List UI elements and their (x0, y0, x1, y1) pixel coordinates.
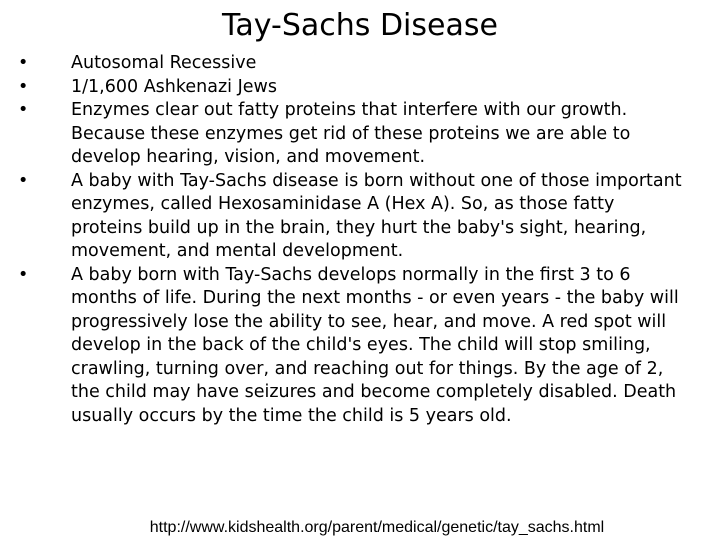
slide-title: Tay-Sachs Disease (222, 8, 498, 43)
bullet-item (18, 52, 686, 76)
bullet-marker: • (18, 170, 29, 191)
bullet-list (18, 52, 686, 428)
bullet-item (18, 264, 686, 429)
bullet-marker: • (18, 100, 29, 120)
bullet-text: Enzymes clear out fatty proteins that interfere with our growth. Because these enzymes get rid of these proteins we are able to develop hearing, vision, and movement. (71, 100, 631, 167)
bullet-text: A baby with Tay-Sachs disease is born without one of those important enzymes, called Hexosaminidase A (Hex A). So, as those fatty proteins build up in the brain, they hurt the baby's sight, hearing, movement, and mental development. (71, 170, 682, 261)
bullet-marker: • (18, 264, 29, 285)
bullet-marker: • (18, 53, 29, 73)
bullet-item (18, 99, 686, 170)
source-link[interactable]: http://www.kidshealth.org/parent/medical/genetic/tay_sachs.html (149, 519, 605, 536)
bullet-text: 1/1,600 Ashkenazi Jews (71, 76, 277, 97)
bullet-item (18, 170, 686, 264)
bullet-text: A baby born with Tay-Sachs develops normally in the first 3 to 6 months of life. During the next months - or even years - the baby will progressively lose the ability to see, hear, and move. A red spot will develop in the back of the child's eyes. The child will stop smiling, crawling, turning over, and reaching out for things. By the age of 2, the child may have seizures and become completely disabled. Death usually occurs by the time the child is 5 years old. (71, 264, 679, 426)
bullet-text: Autosomal Recessive (71, 53, 257, 73)
bullet-item (18, 76, 686, 100)
bullet-marker: • (18, 76, 29, 97)
